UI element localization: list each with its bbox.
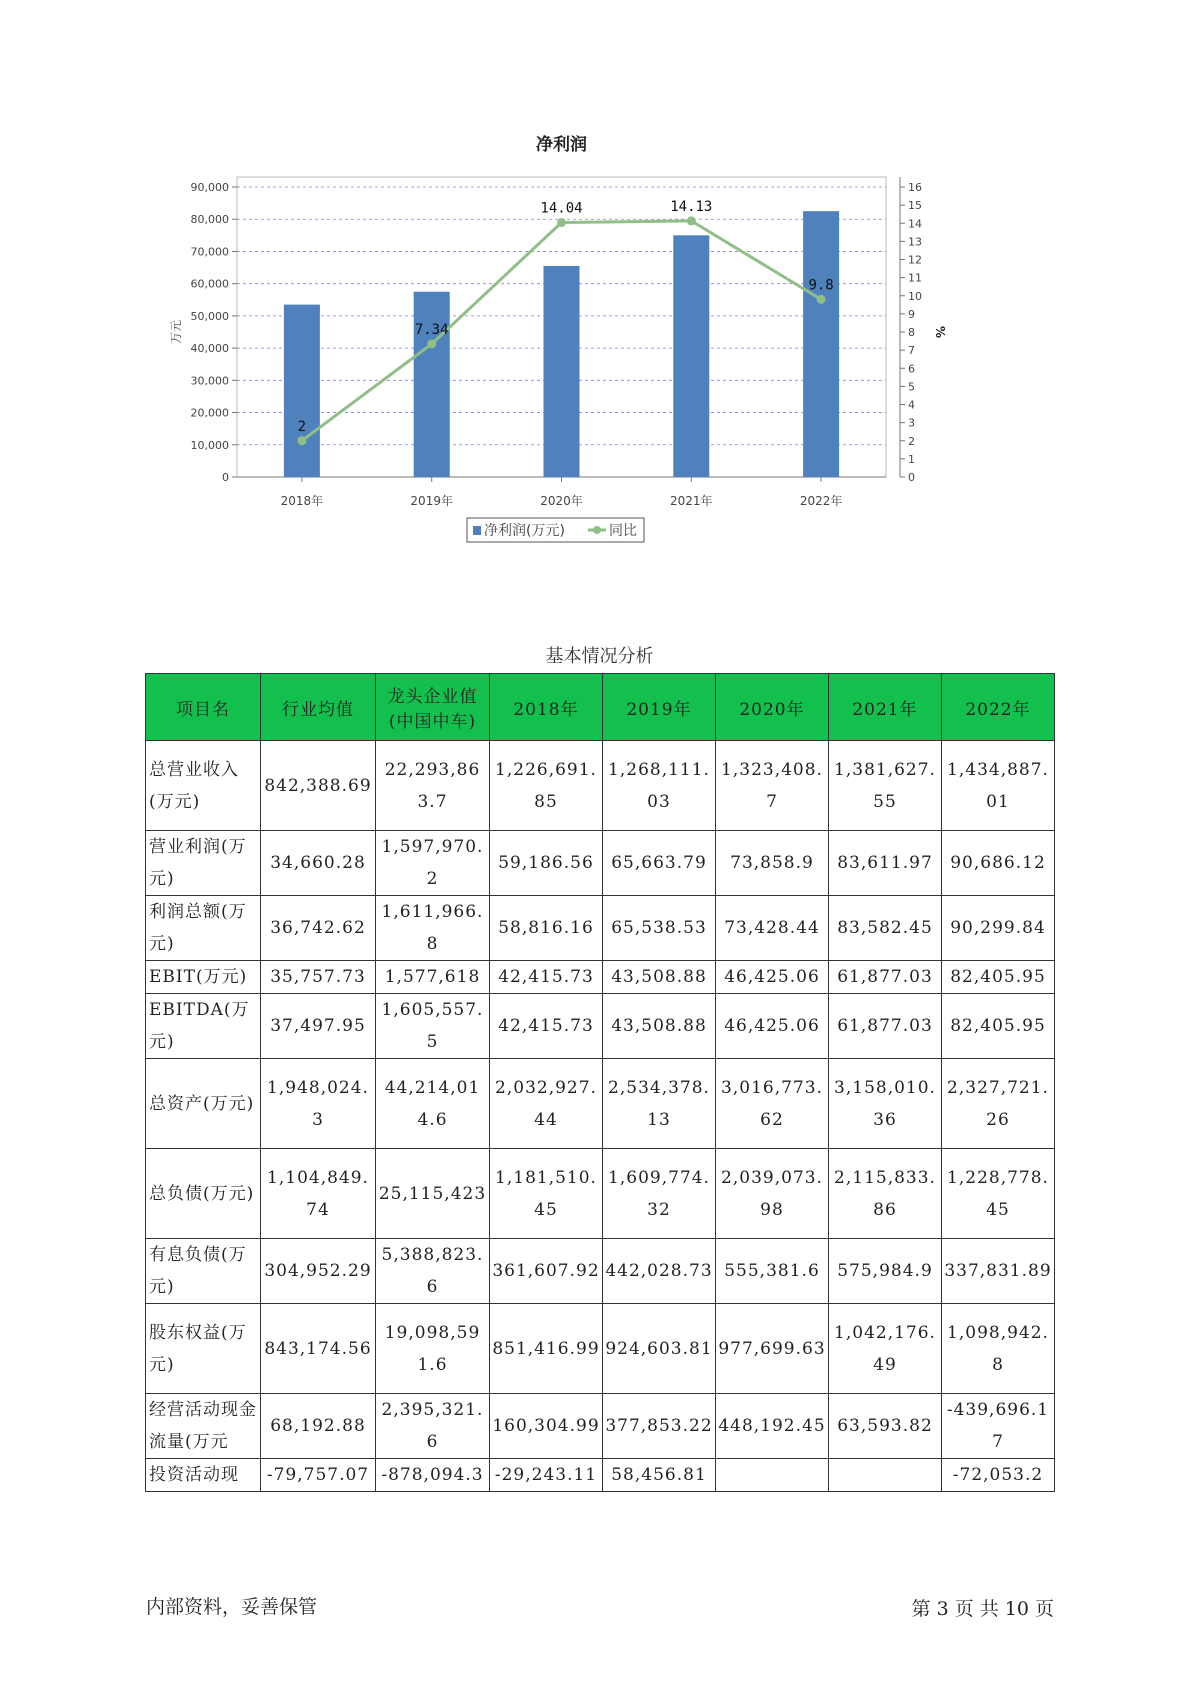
table-row [146, 994, 1055, 1059]
table-cell: 1,268,111.03 [603, 741, 716, 831]
table-cell: 337,831.89 [942, 1239, 1055, 1304]
yoy-point [687, 216, 696, 225]
yoy-data-label: 9.8 [808, 277, 834, 294]
row-label: 股东权益(万元) [146, 1304, 261, 1394]
table-cell: -878,094.3 [376, 1459, 490, 1492]
table-cell: 44,214,014.6 [376, 1059, 490, 1149]
table-cell: 90,686.12 [942, 831, 1055, 896]
table-cell: 58,456.81 [603, 1459, 716, 1492]
table-cell: 442,028.73 [603, 1239, 716, 1304]
table-cell: 65,663.79 [603, 831, 716, 896]
table-cell: 46,425.06 [716, 994, 829, 1059]
table-cell: 1,381,627.55 [829, 741, 942, 831]
table-cell: 2,032,927.44 [490, 1059, 603, 1149]
table-cell [716, 1459, 829, 1492]
header-cell: 2022年 [942, 674, 1055, 741]
table-cell: 83,582.45 [829, 896, 942, 961]
table-cell: 1,611,966.8 [376, 896, 490, 961]
header-cell: 2021年 [829, 674, 942, 741]
right-tick-label: 1 [908, 452, 915, 466]
table-cell: 65,538.53 [603, 896, 716, 961]
bar [673, 235, 709, 477]
table-row [146, 961, 1055, 994]
table-cell: 83,611.97 [829, 831, 942, 896]
table-cell: 90,299.84 [942, 896, 1055, 961]
header-cell: 2020年 [716, 674, 829, 741]
legend-bar-label: 净利润(万元) [484, 523, 565, 539]
table-cell: 58,816.16 [490, 896, 603, 961]
row-label: 总营业收入(万元) [146, 741, 261, 831]
table-cell: 555,381.6 [716, 1239, 829, 1304]
right-tick-label: 12 [908, 253, 922, 267]
table-cell: 73,428.44 [716, 896, 829, 961]
table-row [146, 831, 1055, 896]
row-label: 利润总额(万元) [146, 896, 261, 961]
table-cell: 37,497.95 [261, 994, 376, 1059]
table-cell: 1,434,887.01 [942, 741, 1055, 831]
header-cell: 项目名 [146, 674, 261, 741]
table-cell: 924,603.81 [603, 1304, 716, 1394]
table-cell: 34,660.28 [261, 831, 376, 896]
yoy-data-label: 14.04 [540, 200, 583, 217]
table-cell: 61,877.03 [829, 961, 942, 994]
yoy-data-label: 2 [297, 418, 307, 435]
left-tick-label: 50,000 [190, 309, 229, 323]
left-tick-label: 10,000 [190, 438, 229, 452]
table-cell: 42,415.73 [490, 994, 603, 1059]
chart-svg [160, 130, 1040, 600]
left-tick-label: 90,000 [190, 181, 229, 194]
right-tick-label: 4 [908, 398, 915, 412]
page-number: 第 3 页 共 10 页 [911, 1598, 1054, 1620]
table-cell: 42,415.73 [490, 961, 603, 994]
table-cell: -439,696.17 [942, 1394, 1055, 1459]
table-row [146, 896, 1055, 961]
table-cell: 73,858.9 [716, 831, 829, 896]
table-cell: 19,098,591.6 [376, 1304, 490, 1394]
x-tick-label: 2022年 [799, 494, 843, 508]
table-cell: 1,042,176.49 [829, 1304, 942, 1394]
table-cell: 842,388.69 [261, 741, 376, 831]
table-cell: 35,757.73 [261, 961, 376, 994]
yoy-data-label: 14.13 [670, 198, 713, 215]
row-label: 经营活动现金流量(万元 [146, 1394, 261, 1459]
table-cell: 25,115,423 [376, 1149, 490, 1239]
net-profit-chart [160, 130, 1040, 600]
table-cell: 46,425.06 [716, 961, 829, 994]
right-tick-label: 9 [908, 307, 915, 321]
table-cell: 43,508.88 [603, 994, 716, 1059]
table-cell: 82,405.95 [942, 994, 1055, 1059]
right-axis-label: % [933, 325, 947, 339]
right-tick-label: 7 [908, 344, 915, 358]
left-tick-label: 40,000 [190, 342, 229, 356]
row-label: 总资产(万元) [146, 1059, 261, 1149]
left-tick-label: 0 [222, 471, 229, 484]
table-cell: -72,053.2 [942, 1459, 1055, 1492]
yoy-point [427, 339, 436, 348]
table-cell: 1,226,691.85 [490, 741, 603, 831]
table-cell: 377,853.22 [603, 1394, 716, 1459]
basic-analysis-table [145, 673, 1055, 1492]
bar [414, 292, 450, 477]
right-tick-label: 16 [908, 181, 922, 194]
table-cell: 1,948,024.3 [261, 1059, 376, 1149]
table-cell: 2,534,378.13 [603, 1059, 716, 1149]
table-cell: 1,577,618 [376, 961, 490, 994]
row-label: 有息负债(万元) [146, 1239, 261, 1304]
table-cell: 59,186.56 [490, 831, 603, 896]
table-cell: -29,243.11 [490, 1459, 603, 1492]
table-cell: 61,877.03 [829, 994, 942, 1059]
table-cell: 3,158,010.36 [829, 1059, 942, 1149]
table-cell: 3,016,773.62 [716, 1059, 829, 1149]
right-tick-label: 15 [908, 199, 922, 213]
table-cell: 63,593.82 [829, 1394, 942, 1459]
table-cell: 68,192.88 [261, 1394, 376, 1459]
table-cell: 1,098,942.8 [942, 1304, 1055, 1394]
yoy-point [817, 295, 826, 304]
right-tick-label: 2 [908, 434, 915, 448]
row-label: 营业利润(万元) [146, 831, 261, 896]
right-tick-label: 13 [908, 235, 922, 249]
table-row [146, 1459, 1055, 1492]
right-tick-label: 8 [908, 326, 915, 339]
table-cell: 1,605,557.5 [376, 994, 490, 1059]
table-cell: 843,174.56 [261, 1304, 376, 1394]
table-cell: 36,742.62 [261, 896, 376, 961]
table-header-row [146, 674, 1055, 741]
table-cell: 448,192.45 [716, 1394, 829, 1459]
right-tick-label: 3 [908, 416, 915, 430]
table-cell [829, 1459, 942, 1492]
table-cell: 5,388,823.6 [376, 1239, 490, 1304]
legend-line-marker [593, 526, 601, 534]
x-tick-label: 2021年 [670, 494, 713, 508]
table-cell: 1,609,774.32 [603, 1149, 716, 1239]
right-tick-label: 11 [908, 271, 922, 285]
table-cell: 1,228,778.45 [942, 1149, 1055, 1239]
bar [803, 211, 839, 477]
table-cell: 1,597,970.2 [376, 831, 490, 896]
table-row [146, 1394, 1055, 1459]
table-cell: 2,395,321.6 [376, 1394, 490, 1459]
table-cell: 43,508.88 [603, 961, 716, 994]
table-cell: 977,699.63 [716, 1304, 829, 1394]
row-label: EBIT(万元) [146, 961, 261, 994]
left-tick-label: 80,000 [190, 213, 229, 227]
right-tick-label: 14 [908, 217, 922, 231]
left-tick-label: 70,000 [190, 245, 229, 259]
yoy-data-label: 7.34 [414, 321, 449, 338]
bar [544, 266, 580, 477]
table-cell: 160,304.99 [490, 1394, 603, 1459]
table-cell: 304,952.29 [261, 1239, 376, 1304]
header-cell: 行业均值 [261, 674, 376, 741]
table-cell: 361,607.92 [490, 1239, 603, 1304]
header-cell: 龙头企业值(中国中车) [376, 674, 490, 741]
x-tick-label: 2019年 [410, 494, 453, 508]
legend-line-label: 同比 [609, 523, 637, 539]
x-tick-label: 2018年 [280, 494, 324, 508]
left-axis-label: 万元 [169, 319, 183, 345]
right-tick-label: 10 [908, 289, 922, 303]
table-cell: 1,104,849.74 [261, 1149, 376, 1239]
table-cell: 2,327,721.26 [942, 1059, 1055, 1149]
left-tick-label: 60,000 [190, 277, 229, 291]
chart-title: 净利润 [536, 135, 587, 155]
table-row [146, 1239, 1055, 1304]
table-cell: 22,293,863.7 [376, 741, 490, 831]
yoy-point [297, 436, 306, 445]
table-cell: 1,181,510.45 [490, 1149, 603, 1239]
table-cell: -79,757.07 [261, 1459, 376, 1492]
table-cell: 1,323,408.7 [716, 741, 829, 831]
table-cell: 575,984.9 [829, 1239, 942, 1304]
table-row [146, 1149, 1055, 1239]
row-label: 投资活动现 [146, 1459, 261, 1492]
table-row [146, 1059, 1055, 1149]
legend-bar-swatch [473, 526, 481, 535]
right-tick-label: 5 [908, 380, 915, 394]
right-tick-label: 0 [908, 471, 915, 484]
yoy-point [557, 218, 566, 227]
table-row [146, 741, 1055, 831]
row-label: 总负债(万元) [146, 1149, 261, 1239]
right-tick-label: 6 [908, 362, 915, 376]
table-cell: 82,405.95 [942, 961, 1055, 994]
x-tick-label: 2020年 [540, 494, 583, 508]
left-tick-label: 30,000 [190, 374, 229, 388]
table-cell: 2,039,073.98 [716, 1149, 829, 1239]
table-caption: 基本情况分析 [545, 646, 654, 667]
bar [284, 305, 320, 477]
table-cell: 2,115,833.86 [829, 1149, 942, 1239]
header-cell: 2019年 [603, 674, 716, 741]
confidential-note: 内部资料，妥善保管 [146, 1596, 318, 1618]
header-cell: 2018年 [490, 674, 603, 741]
table-row [146, 1304, 1055, 1394]
left-tick-label: 20,000 [190, 406, 229, 420]
table-cell: 851,416.99 [490, 1304, 603, 1394]
row-label: EBITDA(万元) [146, 994, 261, 1059]
